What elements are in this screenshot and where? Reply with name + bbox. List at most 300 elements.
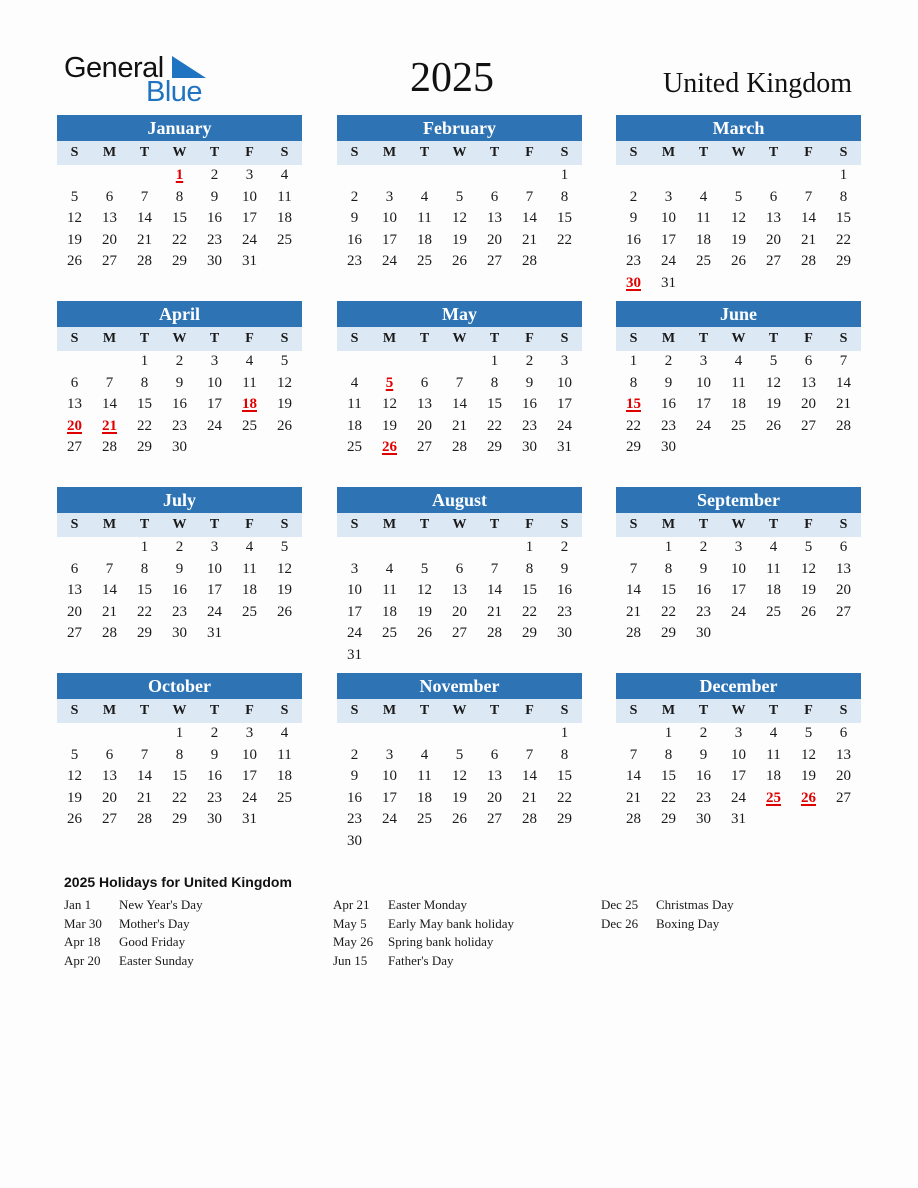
day-cell: 24 — [696, 417, 711, 434]
day-cell: 24 — [242, 789, 257, 806]
holiday-column — [64, 896, 203, 970]
day-cell: 12 — [277, 374, 292, 391]
day-cell: 9 — [664, 374, 673, 391]
day-cell: 25 — [417, 811, 432, 827]
day-cell: 21 — [836, 396, 851, 412]
day-cell: 14 — [801, 210, 816, 226]
day-cell: 13 — [417, 396, 432, 412]
day-cell: 2 — [350, 746, 359, 763]
day-cell: 13 — [452, 582, 467, 598]
day-cell: 2 — [350, 188, 359, 205]
day-cell: 24 — [731, 789, 746, 806]
logo-text-blue: Blue — [146, 76, 203, 108]
day-cell: 24 — [382, 253, 397, 269]
empty-cell — [92, 537, 127, 559]
day-cell: 13 — [67, 396, 82, 412]
day-cell: 13 — [836, 560, 851, 577]
day-cell: 26 — [452, 253, 467, 269]
day-cell: 14 — [137, 768, 152, 784]
weekday-header — [337, 699, 582, 723]
day-cell: 27 — [766, 253, 781, 269]
day-cell: 6 — [490, 188, 499, 205]
day-cell: 28 — [522, 253, 537, 269]
month-title: March — [616, 115, 861, 141]
day-cell: 8 — [175, 188, 184, 205]
day-cell: 27 — [417, 439, 432, 455]
empty-cell — [477, 723, 512, 745]
day-cell: 22 — [661, 603, 676, 620]
day-cell: 20 — [487, 231, 502, 248]
day-cell: 30 — [207, 253, 222, 269]
day-cell: 23 — [522, 417, 537, 434]
holiday-day-cell: 30 — [626, 274, 641, 291]
weekday-label: S — [350, 331, 359, 346]
day-cell: 30 — [557, 625, 572, 641]
day-cell: 22 — [172, 789, 187, 806]
weekday-label: S — [839, 517, 848, 532]
weekday-label: T — [209, 517, 220, 532]
holiday-name: Easter Monday — [388, 897, 468, 912]
weekday-label: S — [629, 145, 638, 160]
day-cell: 22 — [487, 417, 502, 434]
day-cell: 15 — [487, 396, 502, 412]
day-cell: 28 — [801, 253, 816, 269]
day-cell: 10 — [382, 768, 397, 784]
day-cell: 15 — [522, 582, 537, 598]
day-cell: 1 — [490, 353, 499, 369]
empty-cell — [512, 723, 547, 745]
day-cell: 8 — [525, 560, 534, 577]
holiday-date: Apr 20 — [64, 952, 101, 968]
holiday-column — [333, 896, 514, 970]
day-cell: 9 — [350, 210, 359, 226]
day-cell: 4 — [385, 560, 394, 577]
day-cell: 3 — [664, 188, 673, 205]
day-cell: 8 — [664, 746, 673, 763]
day-cell: 12 — [382, 396, 397, 412]
day-cell: 2 — [699, 725, 708, 741]
day-cell: 20 — [102, 231, 117, 248]
empty-cell — [337, 537, 372, 559]
day-cell: 6 — [490, 746, 499, 763]
days-grid — [337, 351, 582, 459]
day-cell: 27 — [102, 253, 117, 269]
holidays-title: 2025 Holidays for United Kingdom — [64, 874, 292, 890]
day-cell: 28 — [137, 253, 152, 269]
weekday-label: S — [70, 331, 79, 346]
day-cell: 5 — [804, 539, 813, 555]
day-cell: 29 — [172, 253, 187, 269]
holiday-row — [333, 915, 514, 934]
day-cell: 15 — [137, 582, 152, 598]
day-cell: 26 — [277, 417, 292, 434]
day-cell: 5 — [280, 539, 289, 555]
holiday-date: Dec 25 — [601, 897, 639, 912]
day-cell: 23 — [661, 417, 676, 434]
weekday-header — [337, 513, 582, 537]
day-cell: 17 — [731, 768, 746, 784]
day-cell: 30 — [172, 625, 187, 641]
month-title: December — [616, 673, 861, 699]
day-cell: 26 — [801, 603, 816, 620]
day-cell: 21 — [452, 417, 467, 434]
day-cell: 27 — [487, 253, 502, 269]
day-cell: 18 — [242, 582, 257, 598]
weekday-label: T — [209, 331, 220, 346]
holiday-day-cell: 26 — [801, 789, 816, 806]
empty-cell — [57, 351, 92, 373]
empty-cell — [512, 165, 547, 187]
day-cell: 3 — [245, 167, 254, 183]
day-cell: 14 — [487, 582, 502, 598]
day-cell: 2 — [525, 353, 534, 369]
month-title: June — [616, 301, 861, 327]
day-cell: 7 — [839, 353, 848, 369]
day-cell: 19 — [801, 768, 816, 784]
weekday-label: T — [419, 703, 430, 718]
empty-cell — [127, 165, 162, 187]
weekday-label: S — [350, 703, 359, 718]
day-cell: 25 — [242, 603, 257, 620]
weekday-label: F — [245, 703, 254, 718]
day-cell: 2 — [210, 725, 219, 741]
weekday-label: T — [768, 145, 779, 160]
day-cell: 31 — [207, 625, 222, 641]
days-grid — [337, 723, 582, 852]
month-november — [337, 673, 582, 852]
day-cell: 30 — [347, 832, 362, 849]
weekday-label: M — [382, 145, 397, 160]
day-cell: 10 — [696, 374, 711, 391]
day-cell: 12 — [801, 560, 816, 577]
day-cell: 2 — [664, 353, 673, 369]
day-cell: 29 — [557, 811, 572, 827]
day-cell: 2 — [699, 539, 708, 555]
day-cell: 4 — [769, 725, 778, 741]
holiday-day-cell: 1 — [175, 167, 184, 183]
weekday-label: T — [489, 145, 500, 160]
day-cell: 24 — [347, 625, 362, 641]
day-cell: 28 — [137, 811, 152, 827]
day-cell: 20 — [801, 396, 816, 412]
weekday-label: T — [139, 331, 150, 346]
empty-cell — [372, 537, 407, 559]
day-cell: 6 — [70, 560, 79, 577]
day-cell: 25 — [277, 789, 292, 806]
day-cell: 21 — [626, 789, 641, 806]
day-cell: 8 — [629, 374, 638, 391]
day-cell: 26 — [417, 625, 432, 641]
weekday-label: W — [452, 517, 467, 532]
weekday-header — [616, 699, 861, 723]
holiday-day-cell: 18 — [242, 396, 257, 412]
day-cell: 16 — [557, 582, 572, 598]
day-cell: 6 — [70, 374, 79, 391]
day-cell: 14 — [522, 210, 537, 226]
day-cell: 18 — [696, 231, 711, 248]
day-cell: 17 — [242, 768, 257, 784]
day-cell: 16 — [207, 210, 222, 226]
day-cell: 8 — [839, 188, 848, 205]
day-cell: 10 — [207, 374, 222, 391]
day-cell: 26 — [452, 811, 467, 827]
day-cell: 3 — [350, 560, 359, 577]
day-cell: 17 — [661, 231, 676, 248]
day-cell: 1 — [664, 725, 673, 741]
day-cell: 4 — [734, 353, 743, 369]
day-cell: 23 — [696, 789, 711, 806]
day-cell: 2 — [175, 539, 184, 555]
weekday-label: F — [804, 145, 813, 160]
weekday-label: T — [139, 145, 150, 160]
day-cell: 31 — [242, 811, 257, 827]
day-cell: 16 — [347, 231, 362, 248]
day-cell: 13 — [67, 582, 82, 598]
day-cell: 28 — [836, 417, 851, 434]
day-cell: 28 — [626, 811, 641, 827]
days-grid — [57, 723, 302, 831]
day-cell: 14 — [836, 374, 851, 391]
weekday-label: T — [768, 703, 779, 718]
holiday-row — [64, 915, 203, 934]
empty-cell — [756, 165, 791, 187]
day-cell: 28 — [626, 625, 641, 641]
empty-cell — [407, 537, 442, 559]
empty-cell — [442, 165, 477, 187]
day-cell: 27 — [67, 439, 82, 455]
day-cell: 11 — [277, 746, 292, 763]
holiday-row — [333, 933, 514, 952]
empty-cell — [442, 537, 477, 559]
weekday-label: S — [839, 703, 848, 718]
weekday-label: M — [661, 703, 676, 718]
weekday-label: W — [731, 331, 746, 346]
day-cell: 11 — [242, 374, 257, 391]
day-cell: 12 — [67, 768, 82, 784]
day-cell: 9 — [560, 560, 569, 577]
day-cell: 14 — [102, 396, 117, 412]
holiday-name: Spring bank holiday — [388, 934, 494, 949]
day-cell: 8 — [664, 560, 673, 577]
day-cell: 1 — [560, 725, 569, 741]
day-cell: 11 — [277, 188, 292, 205]
day-cell: 15 — [557, 210, 572, 226]
day-cell: 20 — [836, 768, 851, 784]
holiday-name: New Year's Day — [119, 897, 203, 912]
day-cell: 11 — [766, 746, 781, 763]
day-cell: 30 — [207, 811, 222, 827]
holiday-day-cell: 20 — [67, 417, 82, 434]
day-cell: 23 — [172, 417, 187, 434]
day-cell: 7 — [525, 188, 534, 205]
holiday-date: Apr 21 — [333, 897, 370, 912]
day-cell: 15 — [172, 210, 187, 226]
holiday-date: Jan 1 — [64, 897, 92, 912]
day-cell: 5 — [70, 746, 79, 763]
holiday-name: Father's Day — [388, 952, 454, 968]
day-cell: 16 — [172, 396, 187, 412]
weekday-label: S — [839, 145, 848, 160]
day-cell: 21 — [522, 789, 537, 806]
weekday-label: T — [209, 703, 220, 718]
day-cell: 18 — [382, 603, 397, 620]
month-december — [616, 673, 861, 831]
empty-cell — [791, 165, 826, 187]
day-cell: 24 — [207, 603, 222, 620]
month-october — [57, 673, 302, 831]
weekday-label: S — [629, 703, 638, 718]
day-cell: 27 — [801, 417, 816, 434]
day-cell: 18 — [277, 210, 292, 226]
day-cell: 23 — [347, 253, 362, 269]
month-may — [337, 301, 582, 459]
weekday-label: T — [489, 703, 500, 718]
day-cell: 19 — [382, 417, 397, 434]
day-cell: 9 — [699, 560, 708, 577]
day-cell: 29 — [626, 439, 641, 455]
day-cell: 16 — [347, 789, 362, 806]
day-cell: 16 — [172, 582, 187, 598]
holiday-date: Jun 15 — [333, 952, 368, 968]
day-cell: 11 — [347, 396, 362, 412]
day-cell: 13 — [487, 210, 502, 226]
day-cell: 15 — [836, 210, 851, 226]
day-cell: 20 — [102, 789, 117, 806]
empty-cell — [372, 351, 407, 373]
day-cell: 1 — [629, 353, 638, 369]
day-cell: 12 — [731, 210, 746, 226]
day-cell: 2 — [560, 539, 569, 555]
day-cell: 5 — [420, 560, 429, 577]
weekday-label: S — [280, 331, 289, 346]
day-cell: 6 — [420, 374, 429, 391]
holiday-name: Boxing Day — [656, 915, 720, 931]
empty-cell — [407, 723, 442, 745]
day-cell: 10 — [731, 560, 746, 577]
day-cell: 5 — [455, 746, 464, 763]
day-cell: 7 — [105, 560, 114, 577]
month-july — [57, 487, 302, 645]
holiday-row — [64, 952, 203, 971]
day-cell: 4 — [280, 167, 289, 183]
day-cell: 1 — [664, 539, 673, 555]
day-cell: 18 — [766, 768, 781, 784]
day-cell: 1 — [839, 167, 848, 183]
day-cell: 29 — [522, 625, 537, 641]
logo-text-general: General — [64, 52, 164, 84]
day-cell: 20 — [836, 582, 851, 598]
holiday-row — [333, 896, 514, 915]
weekday-label: S — [560, 517, 569, 532]
weekday-label: S — [280, 145, 289, 160]
holiday-row — [333, 952, 514, 971]
day-cell: 16 — [207, 768, 222, 784]
day-cell: 8 — [490, 374, 499, 391]
weekday-label: T — [768, 331, 779, 346]
weekday-label: W — [731, 703, 746, 718]
empty-cell — [92, 165, 127, 187]
holiday-date: Apr 18 — [64, 934, 101, 949]
day-cell: 11 — [417, 210, 432, 226]
day-cell: 12 — [452, 210, 467, 226]
weekday-label: S — [629, 331, 638, 346]
day-cell: 22 — [137, 417, 152, 434]
holiday-row — [601, 896, 734, 915]
day-cell: 24 — [731, 603, 746, 620]
empty-cell — [127, 723, 162, 745]
day-cell: 22 — [836, 231, 851, 248]
day-cell: 12 — [67, 210, 82, 226]
month-title: October — [57, 673, 302, 699]
country-name: United Kingdom — [663, 68, 852, 99]
day-cell: 29 — [137, 439, 152, 455]
day-cell: 7 — [804, 188, 813, 205]
day-cell: 25 — [417, 253, 432, 269]
day-cell: 4 — [245, 353, 254, 369]
day-cell: 19 — [452, 789, 467, 806]
empty-cell — [686, 165, 721, 187]
day-cell: 31 — [242, 253, 257, 269]
day-cell: 23 — [207, 231, 222, 248]
day-cell: 12 — [452, 768, 467, 784]
day-cell: 16 — [661, 396, 676, 412]
day-cell: 19 — [67, 231, 82, 248]
day-cell: 12 — [277, 560, 292, 577]
day-cell: 10 — [242, 188, 257, 205]
day-cell: 30 — [696, 625, 711, 641]
month-february — [337, 115, 582, 273]
day-cell: 19 — [766, 396, 781, 412]
day-cell: 25 — [696, 253, 711, 269]
day-cell: 17 — [347, 603, 362, 620]
holiday-day-cell: 21 — [102, 417, 117, 434]
day-cell: 14 — [626, 768, 641, 784]
weekday-header — [337, 327, 582, 351]
weekday-label: F — [525, 703, 534, 718]
holiday-day-cell: 25 — [766, 789, 781, 806]
day-cell: 27 — [452, 625, 467, 641]
day-cell: 10 — [382, 210, 397, 226]
day-cell: 27 — [67, 625, 82, 641]
day-cell: 5 — [804, 725, 813, 741]
day-cell: 22 — [522, 603, 537, 620]
day-cell: 5 — [734, 188, 743, 205]
day-cell: 7 — [490, 560, 499, 577]
day-cell: 8 — [140, 560, 149, 577]
days-grid — [616, 165, 861, 294]
day-cell: 26 — [731, 253, 746, 269]
day-cell: 17 — [382, 789, 397, 806]
day-cell: 6 — [839, 725, 848, 741]
day-cell: 21 — [487, 603, 502, 620]
month-april — [57, 301, 302, 459]
weekday-label: S — [629, 517, 638, 532]
weekday-label: F — [804, 703, 813, 718]
day-cell: 13 — [487, 768, 502, 784]
weekday-label: F — [245, 331, 254, 346]
day-cell: 4 — [699, 188, 708, 205]
day-cell: 17 — [696, 396, 711, 412]
day-cell: 16 — [626, 231, 641, 248]
day-cell: 26 — [277, 603, 292, 620]
day-cell: 24 — [242, 231, 257, 248]
day-cell: 25 — [382, 625, 397, 641]
weekday-label: F — [245, 145, 254, 160]
day-cell: 17 — [731, 582, 746, 598]
day-cell: 5 — [70, 188, 79, 205]
day-cell: 30 — [661, 439, 676, 455]
day-cell: 6 — [839, 539, 848, 555]
